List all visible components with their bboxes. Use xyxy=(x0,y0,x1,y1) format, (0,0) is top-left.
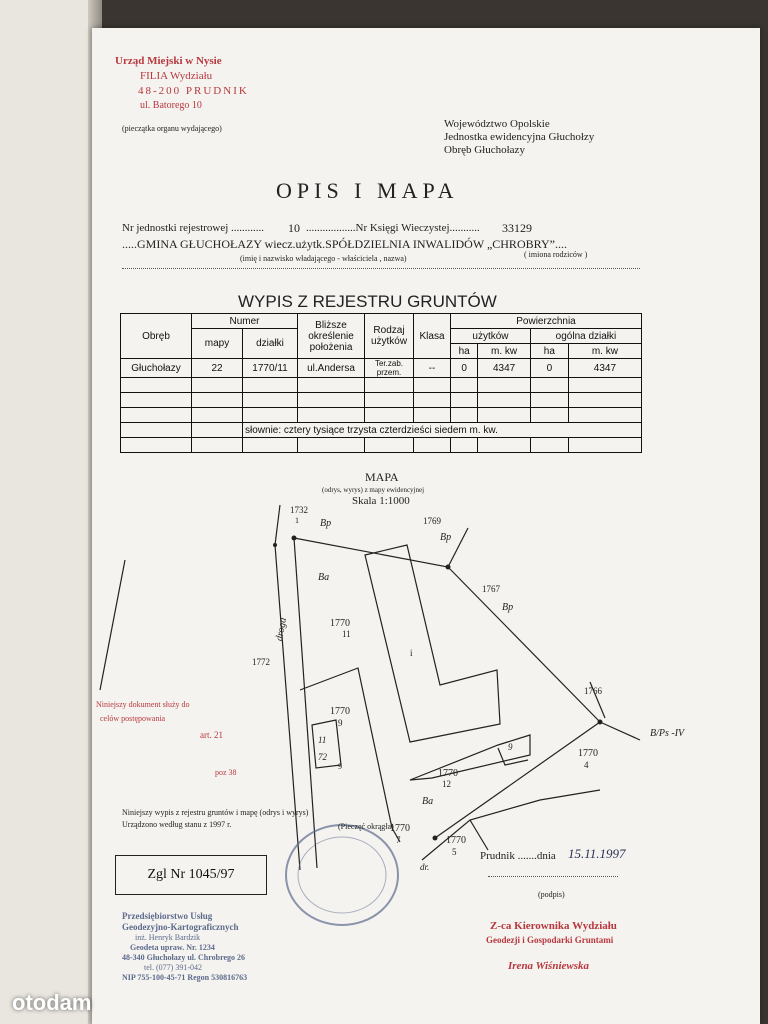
company-stamp-line: Przedsiębiorstwo Usług xyxy=(122,911,213,921)
office-stamp-line: Urząd Miejski w Nysie xyxy=(115,55,222,67)
building-number: 9 xyxy=(338,762,342,771)
unit-label: Nr jednostki rejestrowej ............ xyxy=(122,222,265,234)
official-stamp-line: Irena Wiśniewska xyxy=(508,960,589,972)
parcel-number: 5 xyxy=(452,847,457,857)
land-use-label: Bp xyxy=(320,518,332,529)
office-stamp-line: ul. Batorego 10 xyxy=(140,100,202,111)
company-stamp-line: inż. Henryk Bardzik xyxy=(135,933,201,942)
building-number: 72 xyxy=(318,752,327,762)
cell-ha: 0 xyxy=(451,359,478,378)
parcel-number: 12 xyxy=(442,779,451,789)
map-subtitle: (odrys, wyrys) z mapy ewidencyjnej xyxy=(322,486,425,494)
header-ha: ha xyxy=(530,344,568,359)
seal-caption: (Pieczęć okrągła) xyxy=(338,822,394,831)
cell-rodzaj: Ter.zab. przem. xyxy=(365,359,414,378)
header-uzytkow: użytków xyxy=(451,329,531,344)
parcel-number: 11 xyxy=(342,629,351,639)
parcel-number: 1772 xyxy=(252,657,270,667)
office-stamp-line: FILIA Wydziału xyxy=(140,70,213,82)
road-label: dr. xyxy=(420,862,430,872)
parcel-number: 4 xyxy=(584,760,589,770)
application-number-box: Zgl Nr 1045/97 xyxy=(115,855,267,895)
region-line: Obręb Głuchołazy xyxy=(444,144,525,156)
parcel-number: 1766 xyxy=(584,686,602,696)
cell-obreb: Głuchołazy xyxy=(121,359,192,378)
side-stamp-line: celów postępowania xyxy=(100,714,166,723)
office-stamp-line: 48-200 PRUDNIK xyxy=(138,85,249,97)
parcel-number: 1770 xyxy=(330,706,350,717)
parcel-number: 1770 xyxy=(578,748,598,759)
header-rodzaj: Rodzaj użytków xyxy=(365,314,414,359)
region-line: Jednostka ewidencyjna Głuchołzy xyxy=(444,131,595,143)
header-ogolna: ogólna działki xyxy=(530,329,641,344)
header-mkw: m. kw xyxy=(478,344,531,359)
date-value: 15.11.1997 xyxy=(568,846,626,861)
parcel-number: 1 xyxy=(295,516,299,525)
cell-polozenie: ul.Andersa xyxy=(298,359,365,378)
header-obreb: Obręb xyxy=(121,314,192,359)
footer-note: Urządzono według stanu z 1997 r. xyxy=(122,820,232,829)
map-mark: i xyxy=(410,648,413,658)
building-number: 9 xyxy=(508,742,513,752)
road-label: droga xyxy=(274,616,289,642)
parcel-number: 1732 xyxy=(290,505,308,515)
header-mkw: m. kw xyxy=(568,344,641,359)
land-use-label: Ba xyxy=(422,796,434,807)
side-stamp-line: Niniejszy dokument służy do xyxy=(96,700,190,709)
table-title: WYPIS Z REJESTRU GRUNTÓW xyxy=(238,292,497,311)
slownie-value: cztery tysiące trzysta czterdzieści siedem m. kw. xyxy=(283,424,498,436)
cell-mapy: 22 xyxy=(192,359,243,378)
unit-value: 10 xyxy=(288,221,300,235)
header-ha: ha xyxy=(451,344,478,359)
parcel-number: 1770 xyxy=(330,618,350,629)
round-seal-icon xyxy=(280,820,405,930)
cell-ha: 0 xyxy=(530,359,568,378)
signature-caption: (podpis) xyxy=(538,890,565,899)
cell-mkw: 4347 xyxy=(478,359,531,378)
company-stamp-line: tel. (077) 391-042 xyxy=(144,963,202,972)
owner-line: .....GMINA GŁUCHOŁAZY wiecz.użytk.SPÓŁDZIELNIA INWALIDÓW „CHROBRY”.... xyxy=(122,237,567,251)
official-stamp-line: Z-ca Kierownika Wydziału xyxy=(490,920,617,932)
land-use-label: Bp xyxy=(440,532,452,543)
header-powierzchnia: Powierzchnia xyxy=(451,314,642,329)
official-stamp-line: Geodezji i Gospodarki Gruntami xyxy=(486,935,614,945)
company-stamp-line: 48-340 Głuchołazy ul. Chrobrego 26 xyxy=(122,953,246,962)
book-value: 33129 xyxy=(502,221,532,235)
parcel-number: 1769 xyxy=(423,516,441,526)
header-klasa: Klasa xyxy=(414,314,451,359)
map-title: MAPA xyxy=(365,470,399,484)
date-label: Prudnik .......dnia xyxy=(480,850,556,862)
owner-caption: (imię i nazwisko władającego - właściciela , nazwa) xyxy=(240,254,407,263)
land-class-label: B/Ps -IV xyxy=(650,728,685,739)
slownie-label: słownie: xyxy=(245,424,282,436)
cell-klasa: -- xyxy=(414,359,451,378)
parents-caption: ( imiona rodziców ) xyxy=(524,250,588,259)
side-stamp-line: art. 21 xyxy=(200,730,223,740)
building-number: 11 xyxy=(318,735,327,745)
land-use-label: Ba xyxy=(318,572,330,583)
footer-note: Niniejszy wypis z rejestru gruntów i mapę (odrys i wyrys) xyxy=(122,808,309,817)
cell-mkw: 4347 xyxy=(568,359,641,378)
stamp-caption: (pieczątka organu wydającego) xyxy=(122,124,222,133)
header-dzialki: działki xyxy=(243,329,298,359)
parcel-number: 1770 xyxy=(446,835,466,846)
parcel-number: 1770 xyxy=(390,823,410,834)
company-stamp-line: NIP 755-100-45-71 Regon 530816763 xyxy=(122,973,248,982)
side-stamp-line: poz 38 xyxy=(215,768,237,777)
header-numer: Numer xyxy=(192,314,298,329)
document-title: OPIS I MAPA xyxy=(276,178,459,203)
parcel-number: 1770 xyxy=(438,768,458,779)
signature-line xyxy=(488,876,618,877)
parcel-number: 1767 xyxy=(482,584,500,594)
parcel-number: 7 xyxy=(396,835,401,845)
region-line: Województwo Opolskie xyxy=(444,118,550,130)
cell-dzialki: 1770/11 xyxy=(243,359,298,378)
land-use-label: Bp xyxy=(502,602,514,613)
header-mapy: mapy xyxy=(192,329,243,359)
parcel-number: 9 xyxy=(338,718,343,728)
header-blizsze: Bliższe określenie położenia xyxy=(298,314,365,359)
company-stamp-line: Geodeta upraw. Nr. 1234 xyxy=(130,943,215,952)
map-scale: Skala 1:1000 xyxy=(352,495,410,507)
book-label: ..................Nr Księgi Wieczystej........... xyxy=(306,222,480,234)
watermark-logo: otodam xyxy=(12,990,92,1015)
company-stamp-line: Geodezyjno-Kartograficznych xyxy=(122,922,239,932)
